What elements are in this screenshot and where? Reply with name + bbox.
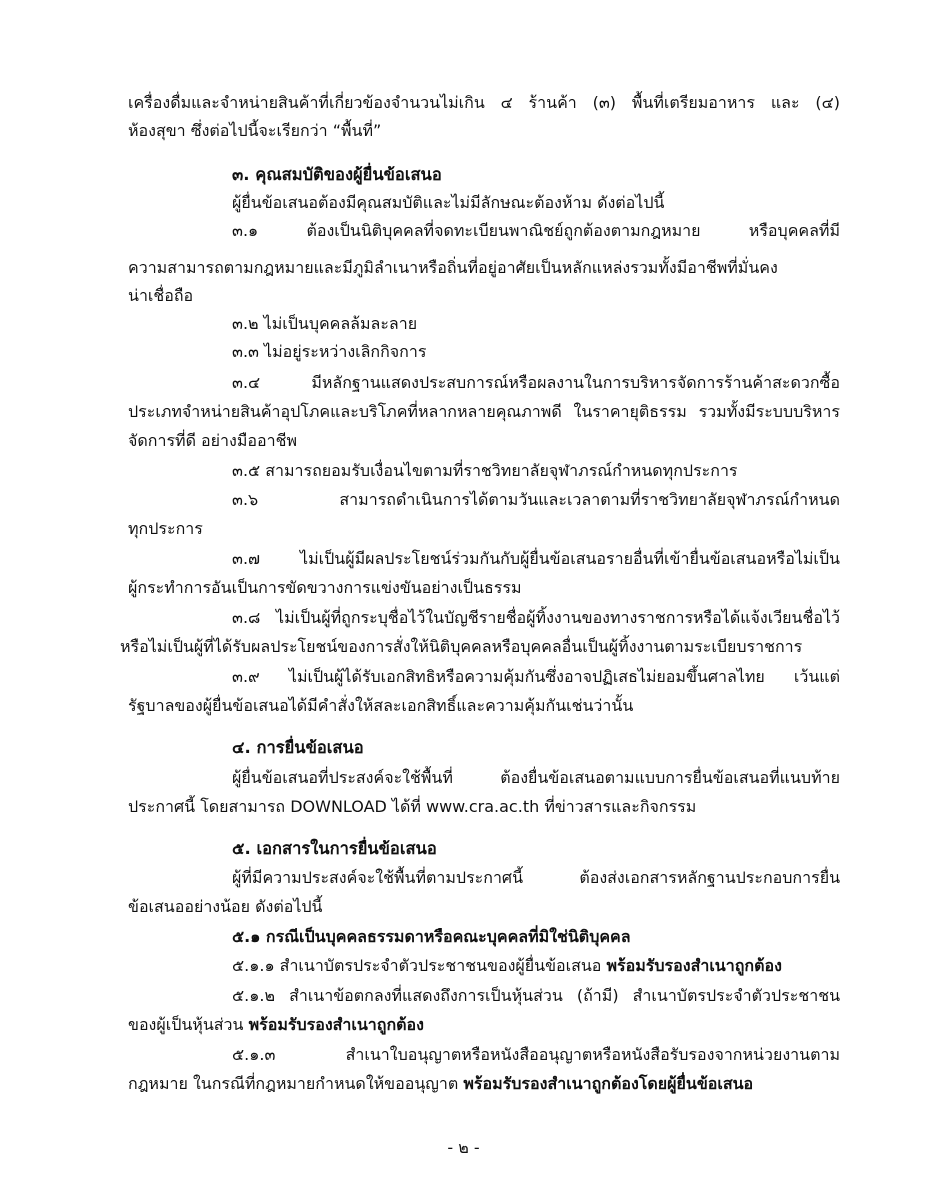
- item-text: ๕.๑.๑ สำเนาบัตรประจำตัวประชาชนของผู้ยื่นข้อเสนอ: [232, 956, 602, 975]
- item-3-9: ๓.๙ ไม่เป็นผู้ได้รับเอกสิทธิหรือความคุ้มกันซึ่งอาจปฏิเสธไม่ยอมขึ้นศาลไทย เว้นแต่: [232, 667, 840, 686]
- section-4-heading: ๔. การยื่นข้อเสนอ: [232, 738, 364, 757]
- paragraph-line: เครื่องดื่มและจำหน่ายสินค้าที่เกี่ยวข้องจำนวนไม่เกิน ๔ ร้านค้า (๓) พื้นที่เตรียมอาหาร และ (๔): [128, 93, 840, 112]
- paragraph-line: ทุกประการ: [128, 519, 203, 538]
- paragraph-line: ผู้ยื่นข้อเสนอต้องมีคุณสมบัติและไม่มีลักษณะต้องห้าม ดังต่อไปนี้: [232, 193, 665, 212]
- item-3-7: ๓.๗ ไม่เป็นผู้มีผลประโยชน์ร่วมกันกับผู้ยื่นข้อเสนอรายอื่นที่เข้ายื่นข้อเสนอหรือไม่เป็น: [232, 549, 840, 568]
- item-5-1-3: ๕.๑.๓ สำเนาใบอนุญาตหรือหนังสืออนุญาตหรือหนังสือรับรองจากหน่วยงานตาม: [232, 1045, 840, 1064]
- paragraph-line: รัฐบาลของผู้ยื่นข้อเสนอได้มีคำสั่งให้สละเอกสิทธิ์และความคุ้มกันเช่นว่านั้น: [128, 696, 634, 715]
- item-3-4: ๓.๔ มีหลักฐานแสดงประสบการณ์หรือผลงานในการบริหารจัดการร้านค้าสะดวกซื้อ: [232, 373, 840, 392]
- item-3-6: ๓.๖ สามารถดำเนินการได้ตามวันและเวลาตามที่ราชวิทยาลัยจุฬาภรณ์กำหนด: [232, 490, 840, 509]
- paragraph-line: จัดการที่ดี อย่างมืออาชีพ: [128, 431, 297, 450]
- section-3-heading: ๓. คุณสมบัติของผู้ยื่นข้อเสนอ: [232, 165, 442, 184]
- page-number: - ๒ -: [447, 1138, 480, 1157]
- item-3-5: ๓.๕ สามารถยอมรับเงื่อนไขตามที่ราชวิทยาลัยจุฬาภรณ์กำหนดทุกประการ: [232, 461, 738, 480]
- item-3-3: ๓.๓ ไม่อยู่ระหว่างเลิกกิจการ: [232, 342, 427, 361]
- certify-note: พร้อมรับรองสำเนาถูกต้องโดยผู้ยื่นข้อเสนอ: [463, 1074, 754, 1093]
- paragraph-line: ผู้กระทำการอันเป็นการขัดขวางการแข่งขันอย่างเป็นธรรม: [128, 578, 522, 597]
- item-3-8: ๓.๘ ไม่เป็นผู้ที่ถูกระบุชื่อไว้ในบัญชีรายชื่อผู้ทิ้งงานของทางราชการหรือได้แจ้งเวียนชื่อไว้: [232, 608, 840, 627]
- paragraph-line: ผู้ยื่นข้อเสนอที่ประสงค์จะใช้พื้นที่ ต้องยื่นข้อเสนอตามแบบการยื่นข้อเสนอที่แนบท้าย: [232, 768, 840, 787]
- section-5-heading: ๕. เอกสารในการยื่นข้อเสนอ: [232, 839, 437, 858]
- subsection-5-1-heading: ๕.๑ กรณีเป็นบุคคลธรรมดาหรือคณะบุคคลที่มิใช่นิติบุคคล: [232, 927, 631, 946]
- paragraph-line: ห้องสุขา ซึ่งต่อไปนี้จะเรียกว่า “พื้นที่”: [128, 121, 382, 140]
- certify-note: พร้อมรับรองสำเนาถูกต้อง: [606, 956, 782, 975]
- paragraph-line: [128, 1071, 753, 1097]
- paragraph-line: ประกาศนี้ โดยสามารถ DOWNLOAD ได้ที่ www.cra.ac.th ที่ข่าวสารและกิจกรรม: [128, 797, 697, 816]
- item-text: กฎหมาย ในกรณีที่กฎหมายกำหนดให้ขออนุญาต: [128, 1074, 459, 1093]
- item-text: ของผู้เป็นหุ้นส่วน: [128, 1015, 244, 1034]
- item-3-1: ๓.๑ ต้องเป็นนิติบุคคลที่จดทะเบียนพาณิชย์ถูกต้องตามกฎหมาย หรือบุคคลที่มี: [232, 221, 840, 240]
- item-5-1-2: ๕.๑.๒ สำเนาข้อตกลงที่แสดงถึงการเป็นหุ้นส่วน (ถ้ามี) สำเนาบัตรประจำตัวประชาชน: [232, 986, 840, 1005]
- item-3-2: ๓.๒ ไม่เป็นบุคคลล้มละลาย: [232, 314, 418, 333]
- certify-note: พร้อมรับรองสำเนาถูกต้อง: [248, 1015, 424, 1034]
- paragraph-line: ความสามารถตามกฎหมายและมีภูมิลำเนาหรือถิ่นที่อยู่อาศัยเป็นหลักแหล่งรวมทั้งมีอาชีพที่มั่นคง: [128, 258, 778, 277]
- paragraph-line: [128, 1012, 424, 1038]
- item-5-1-1: [232, 953, 782, 979]
- paragraph-line: น่าเชื่อถือ: [128, 286, 194, 305]
- paragraph-line: ผู้ที่มีความประสงค์จะใช้พื้นที่ตามประกาศนี้ ต้องส่งเอกสารหลักฐานประกอบการยื่น: [232, 868, 840, 887]
- paragraph-line: หรือไม่เป็นผู้ที่ได้รับผลประโยชน์ของการสั่งให้นิติบุคคลหรือบุคคลอื่นเป็นผู้ทิ้งงานตามระเบียบราชการ: [120, 637, 803, 656]
- paragraph-line: ข้อเสนออย่างน้อย ดังต่อไปนี้: [128, 897, 323, 916]
- paragraph-line: ประเภทจำหน่ายสินค้าอุปโภคและบริโภคที่หลากหลายคุณภาพดี ในราคายุติธรรม รวมทั้งมีระบบบริหาร: [128, 402, 840, 421]
